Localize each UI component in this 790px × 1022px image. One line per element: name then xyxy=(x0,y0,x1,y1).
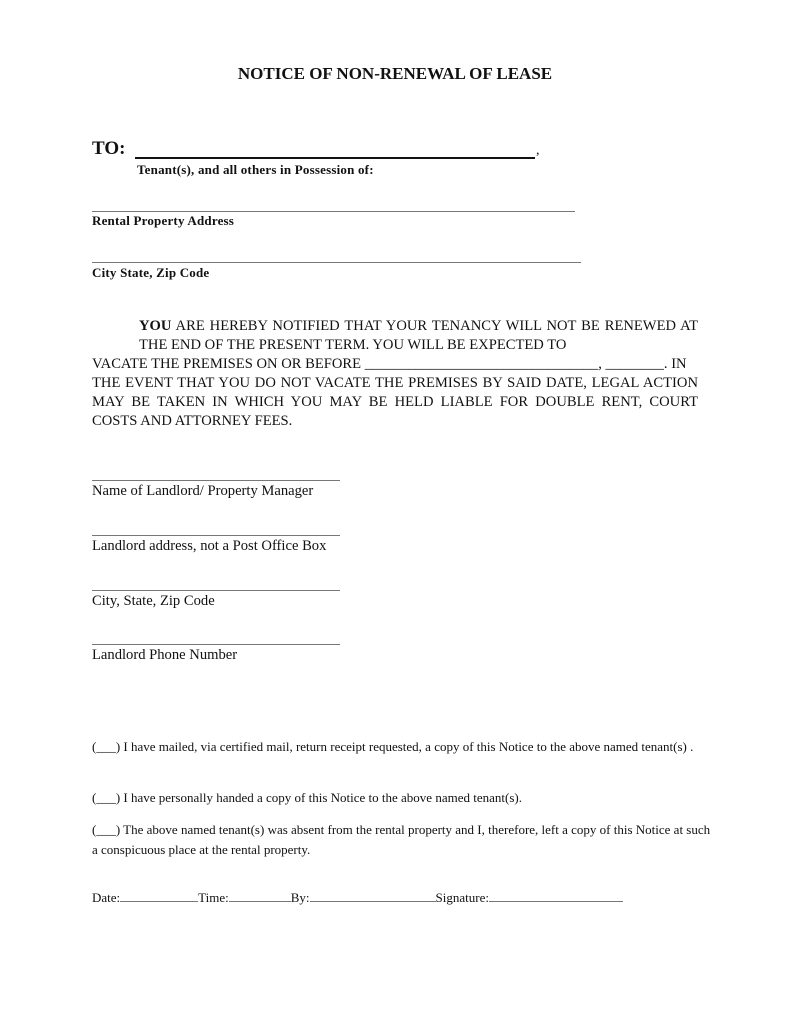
tenant-name-field[interactable] xyxy=(135,157,535,159)
certification-handed-text: I have personally handed a copy of this Notice to the above named tenant(s). xyxy=(120,790,522,805)
city-state-zip-field[interactable] xyxy=(92,262,581,263)
time-label: Time: xyxy=(198,890,229,905)
notice-paragraph xyxy=(92,317,698,431)
landlord-name-field[interactable] xyxy=(92,480,340,481)
checkbox-mailed[interactable]: (___) xyxy=(92,739,121,754)
landlord-address-field[interactable] xyxy=(92,535,340,536)
landlord-city-label: City, State, Zip Code xyxy=(92,593,215,609)
landlord-phone-label: Landlord Phone Number xyxy=(92,647,238,663)
landlord-address-label: Landlord address, not a Post Office Box xyxy=(92,538,327,554)
city-state-zip-caption: City State, Zip Code xyxy=(92,265,210,280)
checkbox-posted[interactable]: (___) xyxy=(92,822,121,837)
by-field[interactable] xyxy=(310,889,436,902)
document-title: NOTICE OF NON-RENEWAL OF LEASE xyxy=(237,64,553,83)
landlord-phone-field[interactable] xyxy=(92,644,340,645)
service-footer xyxy=(92,889,623,906)
notice-line1: ARE HEREBY NOTIFIED THAT YOUR TENANCY WILL NOT BE RENEWED AT THE END OF THE PRESENT TERM. YOU WILL BE EXPECTED TO xyxy=(139,318,698,353)
date-field[interactable] xyxy=(120,889,198,902)
certification-mailed xyxy=(92,737,712,757)
to-comma: , xyxy=(536,143,540,158)
certification-posted-text: The above named tenant(s) was absent from the rental property and I, therefore, left a copy of this Notice at such a conspicuous place at the rental property. xyxy=(92,822,711,857)
tenant-caption: Tenant(s), and all others in Possession of: xyxy=(137,162,374,177)
certification-handed xyxy=(92,788,712,808)
checkbox-handed[interactable]: (___) xyxy=(92,790,121,805)
to-label: TO: xyxy=(92,138,126,159)
signature-label: Signature: xyxy=(435,890,489,905)
landlord-name-label: Name of Landlord/ Property Manager xyxy=(92,483,314,499)
certification-posted xyxy=(92,820,712,860)
by-label: By: xyxy=(290,890,310,905)
date-label: Date: xyxy=(92,890,121,905)
rental-address-caption: Rental Property Address xyxy=(92,213,235,228)
notice-lead: YOU xyxy=(139,318,172,334)
certification-mailed-text: I have mailed, via certified mail, return receipt requested, a copy of this Notice to the above named tenant(s) . xyxy=(120,739,694,754)
time-field[interactable] xyxy=(229,889,291,902)
landlord-city-field[interactable] xyxy=(92,590,340,591)
signature-field[interactable] xyxy=(489,889,623,902)
notice-consequences: THE EVENT THAT YOU DO NOT VACATE THE PREMISES BY SAID DATE, LEGAL ACTION MAY BE TAKEN IN WHICH YOU MAY BE HELD LIABLE FOR DOUBLE RENT, COURT COSTS AND ATTORNEY FEES. xyxy=(92,375,698,429)
rental-address-field[interactable] xyxy=(92,211,575,212)
notice-vacate-date-line: VACATE THE PREMISES ON OR BEFORE ________________________________, ________. IN xyxy=(92,356,687,372)
